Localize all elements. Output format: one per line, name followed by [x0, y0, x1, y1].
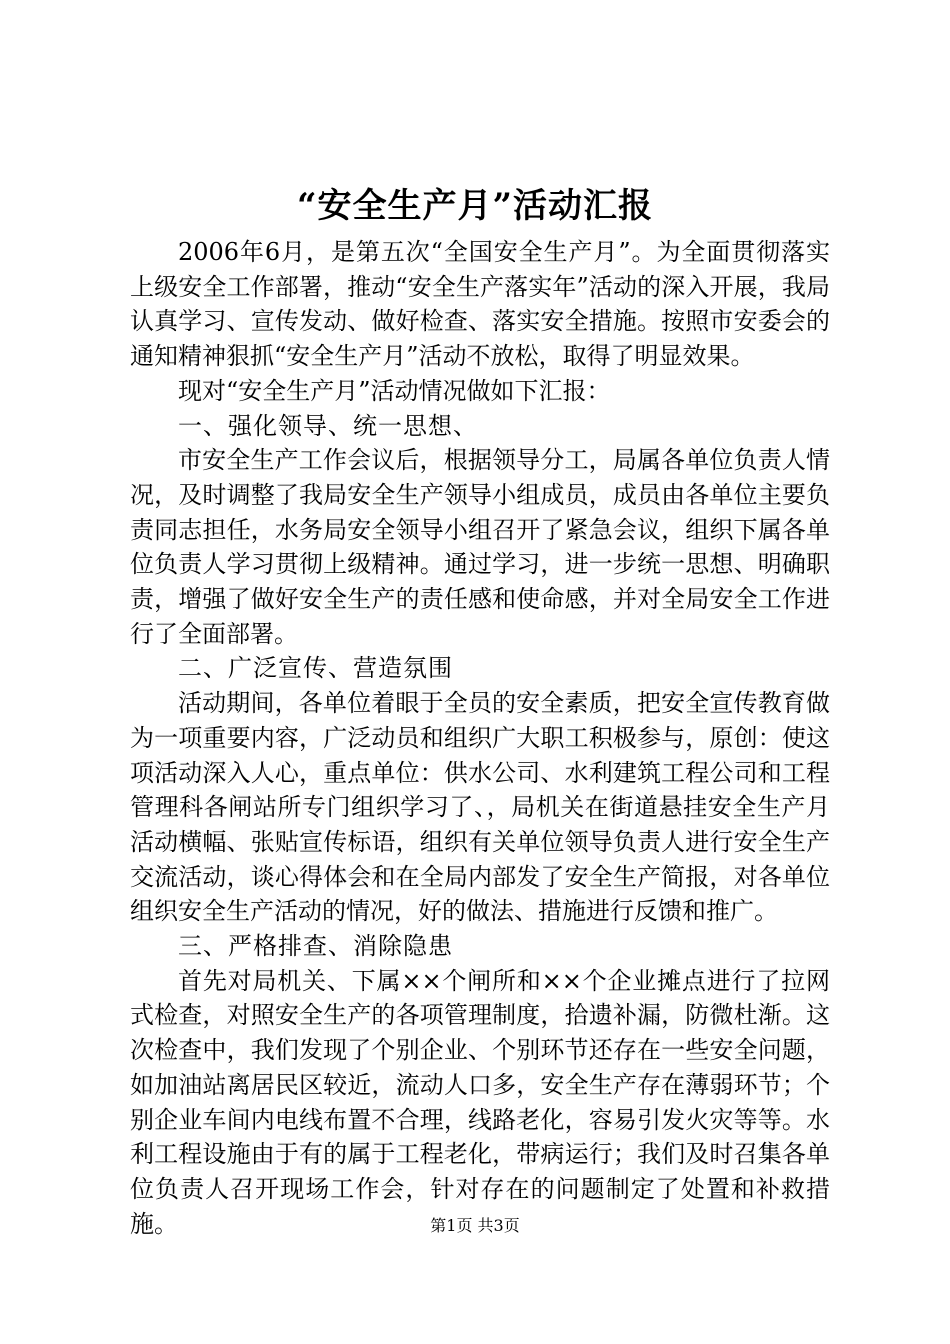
paragraph-section-3: 首先对局机关、下属××个闸所和××个企业摊点进行了拉网式检查，对照安全生产的各项管理制度，拾遗补漏，防微杜渐。这次检查中，我们发现了个别企业、个别环节还存在一些安全问题，如加油站离居民区较近，流动人口多，安全生产存在薄弱环节；个别企业车间内电线布置不合理，线路老化，容易引发火灾等等。水利工程设施由于有的属于工程老化，带病运行；我们及时召集各单位负责人召开现场工作会，针对存在的问题制定了处置和补救措施。	[130, 966, 830, 1238]
document-body	[130, 235, 830, 1241]
section-heading-1: 一、强化领导、统一思想、	[178, 411, 478, 440]
section-heading-3: 三、严格排查、消除隐患	[178, 932, 453, 961]
paragraph-report-lead: 现对“安全生产月”活动情况做如下汇报：	[178, 376, 611, 405]
paragraph-intro: 2006年6月，是第五次“全国安全生产月”。为全面贯彻落实上级安全工作部署，推动“安全生产落实年”活动的深入开展，我局认真学习、宣传发动、做好检查、落实安全措施。按照市安委会的通知精神狠抓“安全生产月”活动不放松，取得了明显效果。	[130, 238, 830, 371]
page-number-footer: 第1页 共3页	[430, 1216, 520, 1235]
paragraph-section-1: 市安全生产工作会议后，根据领导分工，局属各单位负责人情况，及时调整了我局安全生产领导小组成员，成员由各单位主要负责同志担任，水务局安全领导小组召开了紧急会议，组织下属各单位负责人学习贯彻上级精神。通过学习，进一步统一思想、明确职责，增强了做好安全生产的责任感和使命感，并对全局安全工作进行了全面部署。	[130, 446, 830, 648]
section-heading-2: 二、广泛宣传、营造氛围	[178, 654, 453, 683]
paragraph-section-2: 活动期间，各单位着眼于全员的安全素质，把安全宣传教育做为一项重要内容，广泛动员和组织广大职工积极参与，原创：使这项活动深入人心，重点单位：供水公司、水利建筑工程公司和工程管理科各闸站所专门组织学习了、，局机关在街道悬挂安全生产月活动横幅、张贴宣传标语，组织有关单位领导负责人进行安全生产交流活动，谈心得体会和在全局内部发了安全生产简报，对各单位组织安全生产活动的情况，好的做法、措施进行反馈和推广。	[130, 689, 830, 926]
document-title: “安全生产月”活动汇报	[296, 186, 654, 226]
